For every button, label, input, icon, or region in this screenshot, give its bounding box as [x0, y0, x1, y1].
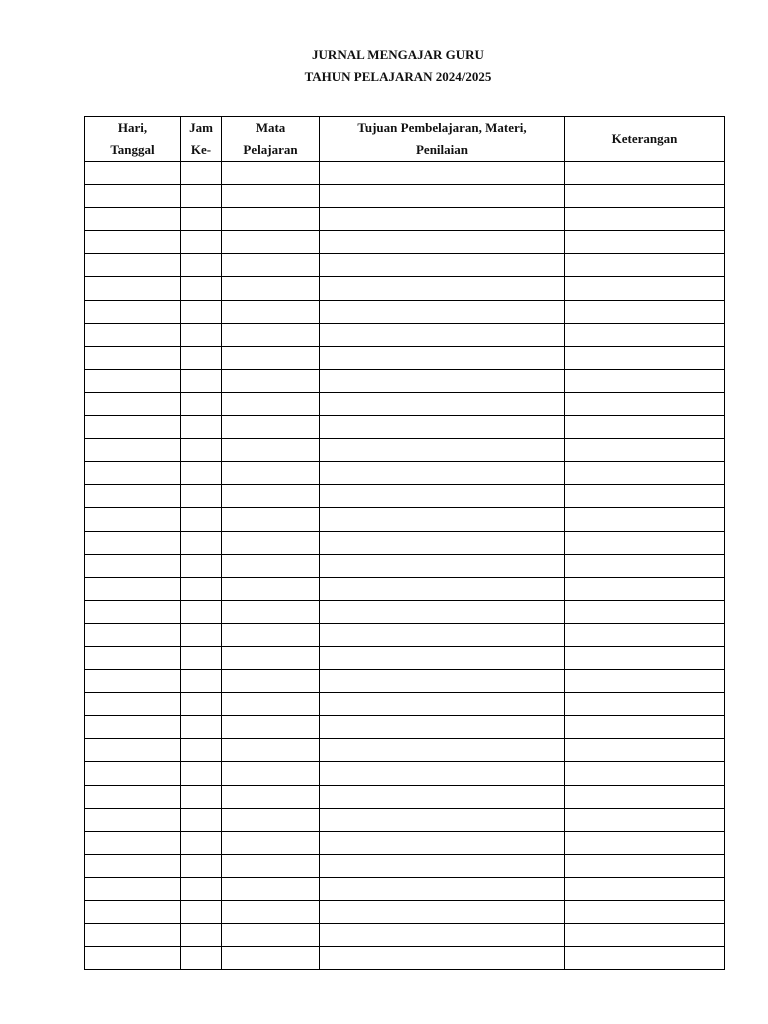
notes-cell[interactable] [565, 600, 725, 623]
subject-cell[interactable] [222, 392, 320, 415]
hour-cell[interactable] [181, 854, 222, 877]
date-cell[interactable] [85, 716, 181, 739]
objectives-cell[interactable] [320, 693, 565, 716]
notes-cell[interactable] [565, 254, 725, 277]
hour-cell[interactable] [181, 693, 222, 716]
objectives-cell[interactable] [320, 947, 565, 970]
table-row [85, 854, 725, 877]
column-header-date [85, 117, 181, 162]
table-row [85, 623, 725, 646]
date-cell[interactable] [85, 162, 181, 185]
table-row [85, 670, 725, 693]
objectives-cell[interactable] [320, 670, 565, 693]
date-cell[interactable] [85, 831, 181, 854]
hour-cell[interactable] [181, 508, 222, 531]
objectives-cell[interactable] [320, 185, 565, 208]
date-cell[interactable] [85, 392, 181, 415]
objectives-cell[interactable] [320, 785, 565, 808]
notes-cell[interactable] [565, 554, 725, 577]
notes-cell[interactable] [565, 346, 725, 369]
date-cell[interactable] [85, 924, 181, 947]
notes-cell[interactable] [565, 785, 725, 808]
objectives-cell[interactable] [320, 854, 565, 877]
objectives-cell[interactable] [320, 924, 565, 947]
hour-cell[interactable] [181, 531, 222, 554]
column-header-hour-line1: Jam [189, 120, 213, 135]
date-cell[interactable] [85, 854, 181, 877]
subject-cell[interactable] [222, 485, 320, 508]
date-cell[interactable] [85, 693, 181, 716]
subject-cell[interactable] [222, 646, 320, 669]
notes-cell[interactable] [565, 739, 725, 762]
document-title: JURNAL MENGAJAR GURU [312, 47, 484, 62]
objectives-cell[interactable] [320, 346, 565, 369]
notes-cell[interactable] [565, 531, 725, 554]
hour-cell[interactable] [181, 162, 222, 185]
table-row [85, 346, 725, 369]
subject-cell[interactable] [222, 277, 320, 300]
subject-cell[interactable] [222, 924, 320, 947]
subject-cell[interactable] [222, 947, 320, 970]
objectives-cell[interactable] [320, 254, 565, 277]
subject-cell[interactable] [222, 831, 320, 854]
date-cell[interactable] [85, 508, 181, 531]
objectives-cell[interactable] [320, 508, 565, 531]
hour-cell[interactable] [181, 739, 222, 762]
objectives-cell[interactable] [320, 831, 565, 854]
hour-cell[interactable] [181, 623, 222, 646]
hour-cell[interactable] [181, 785, 222, 808]
objectives-cell[interactable] [320, 600, 565, 623]
date-cell[interactable] [85, 369, 181, 392]
table-row [85, 392, 725, 415]
objectives-cell[interactable] [320, 208, 565, 231]
notes-cell[interactable] [565, 693, 725, 716]
subject-cell[interactable] [222, 369, 320, 392]
subject-cell[interactable] [222, 300, 320, 323]
subject-cell[interactable] [222, 716, 320, 739]
notes-cell[interactable] [565, 462, 725, 485]
objectives-cell[interactable] [320, 162, 565, 185]
notes-cell[interactable] [565, 508, 725, 531]
subject-cell[interactable] [222, 554, 320, 577]
hour-cell[interactable] [181, 877, 222, 900]
subject-cell[interactable] [222, 693, 320, 716]
date-cell[interactable] [85, 600, 181, 623]
subject-cell[interactable] [222, 162, 320, 185]
date-cell[interactable] [85, 416, 181, 439]
column-header-hour [181, 117, 222, 162]
document-subtitle: TAHUN PELAJARAN 2024/2025 [304, 69, 492, 84]
notes-cell[interactable] [565, 300, 725, 323]
objectives-cell[interactable] [320, 462, 565, 485]
date-cell[interactable] [85, 901, 181, 924]
date-cell[interactable] [85, 947, 181, 970]
objectives-cell[interactable] [320, 231, 565, 254]
notes-cell[interactable] [565, 924, 725, 947]
hour-cell[interactable] [181, 554, 222, 577]
date-cell[interactable] [85, 531, 181, 554]
notes-cell[interactable] [565, 185, 725, 208]
objectives-cell[interactable] [320, 416, 565, 439]
table-row [85, 508, 725, 531]
objectives-cell[interactable] [320, 485, 565, 508]
table-row [85, 924, 725, 947]
date-cell[interactable] [85, 785, 181, 808]
hour-cell[interactable] [181, 439, 222, 462]
notes-cell[interactable] [565, 392, 725, 415]
subject-cell[interactable] [222, 346, 320, 369]
subject-cell[interactable] [222, 670, 320, 693]
date-cell[interactable] [85, 739, 181, 762]
column-header-hour-line2: Ke- [190, 142, 212, 157]
table-row [85, 901, 725, 924]
hour-cell[interactable] [181, 947, 222, 970]
hour-cell[interactable] [181, 716, 222, 739]
subject-cell[interactable] [222, 439, 320, 462]
table-row [85, 300, 725, 323]
notes-cell[interactable] [565, 416, 725, 439]
notes-cell[interactable] [565, 323, 725, 346]
date-cell[interactable] [85, 554, 181, 577]
objectives-cell[interactable] [320, 369, 565, 392]
date-cell[interactable] [85, 346, 181, 369]
subject-cell[interactable] [222, 531, 320, 554]
notes-cell[interactable] [565, 485, 725, 508]
subject-cell[interactable] [222, 323, 320, 346]
subject-cell[interactable] [222, 462, 320, 485]
hour-cell[interactable] [181, 485, 222, 508]
column-header-subject [222, 117, 320, 162]
date-cell[interactable] [85, 231, 181, 254]
table-row [85, 554, 725, 577]
notes-cell[interactable] [565, 808, 725, 831]
column-header-objectives-line2: Penilaian [415, 142, 468, 157]
objectives-cell[interactable] [320, 808, 565, 831]
hour-cell[interactable] [181, 462, 222, 485]
notes-cell[interactable] [565, 439, 725, 462]
column-header-subject-line1: Mata [255, 120, 286, 135]
subject-cell[interactable] [222, 600, 320, 623]
notes-cell[interactable] [565, 231, 725, 254]
objectives-cell[interactable] [320, 716, 565, 739]
notes-cell[interactable] [565, 646, 725, 669]
table-row [85, 739, 725, 762]
hour-cell[interactable] [181, 808, 222, 831]
column-header-notes [565, 117, 725, 162]
objectives-cell[interactable] [320, 531, 565, 554]
hour-cell[interactable] [181, 369, 222, 392]
objectives-cell[interactable] [320, 554, 565, 577]
hour-cell[interactable] [181, 277, 222, 300]
subject-cell[interactable] [222, 785, 320, 808]
subject-cell[interactable] [222, 254, 320, 277]
date-cell[interactable] [85, 254, 181, 277]
table-row [85, 162, 725, 185]
objectives-cell[interactable] [320, 739, 565, 762]
subject-cell[interactable] [222, 416, 320, 439]
hour-cell[interactable] [181, 670, 222, 693]
hour-cell[interactable] [181, 323, 222, 346]
subject-cell[interactable] [222, 808, 320, 831]
notes-cell[interactable] [565, 577, 725, 600]
hour-cell[interactable] [181, 416, 222, 439]
hour-cell[interactable] [181, 600, 222, 623]
date-cell[interactable] [85, 185, 181, 208]
date-cell[interactable] [85, 439, 181, 462]
table-row [85, 577, 725, 600]
table-row [85, 485, 725, 508]
notes-cell[interactable] [565, 901, 725, 924]
date-cell[interactable] [85, 300, 181, 323]
subject-cell[interactable] [222, 901, 320, 924]
column-header-date-line1: Hari, [117, 120, 148, 135]
objectives-cell[interactable] [320, 392, 565, 415]
table-row [85, 831, 725, 854]
date-cell[interactable] [85, 670, 181, 693]
subject-cell[interactable] [222, 739, 320, 762]
column-header-objectives-line1: Tujuan Pembelajaran, Materi, [357, 120, 527, 135]
column-header-subject-line2: Pelajaran [243, 142, 298, 157]
notes-cell[interactable] [565, 162, 725, 185]
table-row [85, 785, 725, 808]
subject-cell[interactable] [222, 208, 320, 231]
objectives-cell[interactable] [320, 300, 565, 323]
date-cell[interactable] [85, 462, 181, 485]
table-row [85, 277, 725, 300]
subject-cell[interactable] [222, 185, 320, 208]
table-row [85, 208, 725, 231]
table-row [85, 947, 725, 970]
hour-cell[interactable] [181, 831, 222, 854]
subject-cell[interactable] [222, 623, 320, 646]
table-row [85, 531, 725, 554]
subject-cell[interactable] [222, 762, 320, 785]
notes-cell[interactable] [565, 277, 725, 300]
notes-cell[interactable] [565, 369, 725, 392]
objectives-cell[interactable] [320, 277, 565, 300]
hour-cell[interactable] [181, 231, 222, 254]
hour-cell[interactable] [181, 185, 222, 208]
table-header-row [85, 117, 725, 162]
table-row [85, 877, 725, 900]
journal-table-body [85, 162, 725, 970]
notes-cell[interactable] [565, 670, 725, 693]
table-row [85, 323, 725, 346]
date-cell[interactable] [85, 762, 181, 785]
hour-cell[interactable] [181, 646, 222, 669]
notes-cell[interactable] [565, 877, 725, 900]
table-row [85, 808, 725, 831]
table-row [85, 185, 725, 208]
subject-cell[interactable] [222, 854, 320, 877]
objectives-cell[interactable] [320, 646, 565, 669]
hour-cell[interactable] [181, 254, 222, 277]
subject-cell[interactable] [222, 877, 320, 900]
subject-cell[interactable] [222, 577, 320, 600]
objectives-cell[interactable] [320, 877, 565, 900]
subject-cell[interactable] [222, 508, 320, 531]
date-cell[interactable] [85, 323, 181, 346]
objectives-cell[interactable] [320, 623, 565, 646]
objectives-cell[interactable] [320, 439, 565, 462]
date-cell[interactable] [85, 808, 181, 831]
table-row [85, 254, 725, 277]
table-row [85, 646, 725, 669]
table-row [85, 600, 725, 623]
column-header-objectives [320, 117, 565, 162]
document-header [0, 44, 768, 88]
notes-cell[interactable] [565, 854, 725, 877]
notes-cell[interactable] [565, 623, 725, 646]
column-header-date-line2: Tanggal [110, 142, 155, 157]
objectives-cell[interactable] [320, 901, 565, 924]
objectives-cell[interactable] [320, 762, 565, 785]
hour-cell[interactable] [181, 577, 222, 600]
objectives-cell[interactable] [320, 323, 565, 346]
table-row [85, 439, 725, 462]
objectives-cell[interactable] [320, 577, 565, 600]
date-cell[interactable] [85, 646, 181, 669]
notes-cell[interactable] [565, 831, 725, 854]
table-row [85, 231, 725, 254]
table-row [85, 369, 725, 392]
notes-cell[interactable] [565, 208, 725, 231]
hour-cell[interactable] [181, 346, 222, 369]
date-cell[interactable] [85, 485, 181, 508]
date-cell[interactable] [85, 208, 181, 231]
date-cell[interactable] [85, 277, 181, 300]
table-row [85, 693, 725, 716]
hour-cell[interactable] [181, 901, 222, 924]
table-row [85, 762, 725, 785]
hour-cell[interactable] [181, 924, 222, 947]
hour-cell[interactable] [181, 762, 222, 785]
notes-cell[interactable] [565, 716, 725, 739]
date-cell[interactable] [85, 623, 181, 646]
table-row [85, 716, 725, 739]
journal-table [84, 116, 725, 970]
subject-cell[interactable] [222, 231, 320, 254]
notes-cell[interactable] [565, 947, 725, 970]
hour-cell[interactable] [181, 392, 222, 415]
notes-cell[interactable] [565, 762, 725, 785]
hour-cell[interactable] [181, 208, 222, 231]
table-row [85, 462, 725, 485]
table-row [85, 416, 725, 439]
date-cell[interactable] [85, 577, 181, 600]
hour-cell[interactable] [181, 300, 222, 323]
date-cell[interactable] [85, 877, 181, 900]
column-header-notes-line1: Keterangan [611, 131, 678, 146]
